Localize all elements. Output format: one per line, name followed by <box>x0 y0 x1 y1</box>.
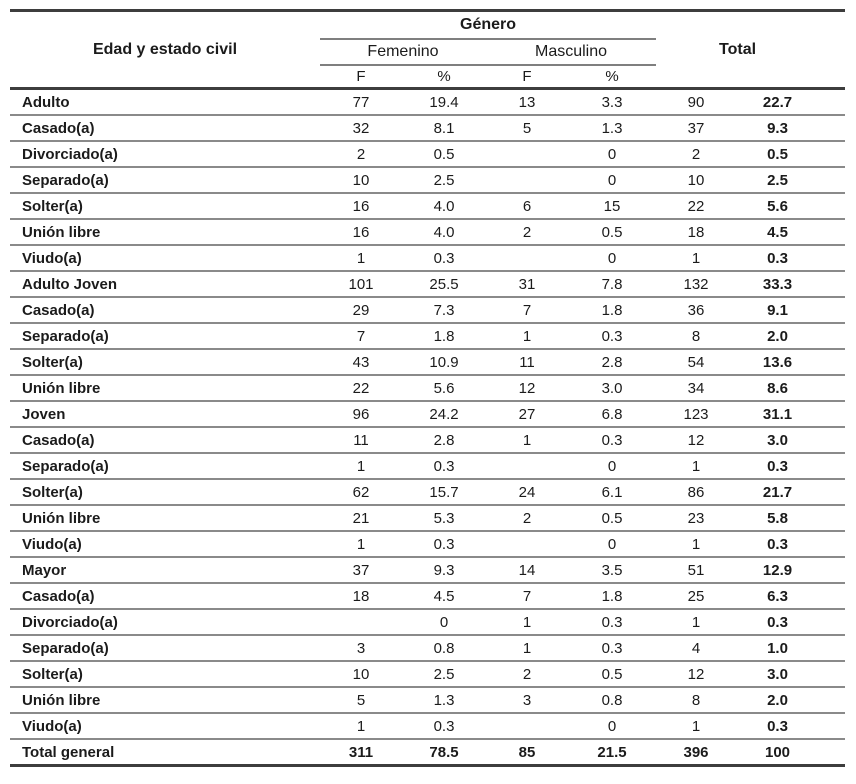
cell-value: 5.8 <box>736 505 845 531</box>
cell-value: 1.8 <box>568 583 656 609</box>
table-row <box>10 89 845 116</box>
cell-value: 51 <box>656 557 736 583</box>
cell-value: 5 <box>486 115 568 141</box>
cell-value: 2 <box>656 141 736 167</box>
table-row <box>10 271 845 297</box>
cell-value: 5.3 <box>402 505 486 531</box>
cell-value: 16 <box>320 193 402 219</box>
cell-value: 1 <box>486 635 568 661</box>
table-row <box>10 713 845 739</box>
cell-value: 10 <box>656 167 736 193</box>
row-label: Separado(a) <box>10 635 320 661</box>
cell-value: 10.9 <box>402 349 486 375</box>
cell-value: 6.1 <box>568 479 656 505</box>
table-row <box>10 531 845 557</box>
measure-header-masculino-pct: % <box>568 65 656 89</box>
cell-value: 132 <box>656 271 736 297</box>
cell-value: 31.1 <box>736 401 845 427</box>
cell-value: 13 <box>486 89 568 116</box>
cell-value: 12 <box>656 661 736 687</box>
cell-value: 10 <box>320 167 402 193</box>
cell-value <box>486 531 568 557</box>
row-label: Unión libre <box>10 505 320 531</box>
cell-value: 4.5 <box>736 219 845 245</box>
cell-value: 2.8 <box>402 427 486 453</box>
cell-value: 4.0 <box>402 193 486 219</box>
table-row <box>10 479 845 505</box>
cell-value: 16 <box>320 219 402 245</box>
cell-value: 0.5 <box>736 141 845 167</box>
cell-value: 0.3 <box>736 713 845 739</box>
cell-value: 24 <box>486 479 568 505</box>
table-row <box>10 349 845 375</box>
table-row <box>10 375 845 401</box>
row-label: Unión libre <box>10 687 320 713</box>
cell-value: 2 <box>486 219 568 245</box>
row-label: Mayor <box>10 557 320 583</box>
cell-value: 86 <box>656 479 736 505</box>
measure-header-femenino-pct: % <box>402 65 486 89</box>
subgroup-header-masculino: Masculino <box>486 39 656 65</box>
cell-value: 27 <box>486 401 568 427</box>
table-row <box>10 401 845 427</box>
cell-value: 3.0 <box>736 661 845 687</box>
cell-value: 37 <box>320 557 402 583</box>
table-row <box>10 141 845 167</box>
cell-value: 311 <box>320 739 402 766</box>
cell-value: 0.3 <box>568 635 656 661</box>
cell-value: 1 <box>320 531 402 557</box>
cell-value: 25.5 <box>402 271 486 297</box>
row-label: Separado(a) <box>10 167 320 193</box>
table-row <box>10 427 845 453</box>
cell-value: 1 <box>320 453 402 479</box>
cell-value: 78.5 <box>402 739 486 766</box>
measure-header-femenino-f: F <box>320 65 402 89</box>
cell-value: 15.7 <box>402 479 486 505</box>
cell-value: 3.0 <box>568 375 656 401</box>
cell-value: 10 <box>320 661 402 687</box>
cell-value: 85 <box>486 739 568 766</box>
subgroup-header-femenino: Femenino <box>320 39 486 65</box>
cell-value: 9.3 <box>736 115 845 141</box>
row-label: Casado(a) <box>10 297 320 323</box>
table-row <box>10 557 845 583</box>
row-label: Divorciado(a) <box>10 141 320 167</box>
cell-value: 0.3 <box>402 245 486 271</box>
cell-value: 0.3 <box>736 245 845 271</box>
cell-value: 0.3 <box>736 453 845 479</box>
cell-value: 0.3 <box>568 427 656 453</box>
cell-value: 101 <box>320 271 402 297</box>
cell-value: 36 <box>656 297 736 323</box>
cell-value <box>320 609 402 635</box>
table-row <box>10 635 845 661</box>
cell-value: 2.0 <box>736 687 845 713</box>
row-label: Adulto Joven <box>10 271 320 297</box>
table-row <box>10 323 845 349</box>
cell-value <box>486 713 568 739</box>
cell-value: 1.3 <box>568 115 656 141</box>
cell-value: 0 <box>568 245 656 271</box>
cell-value: 0.8 <box>402 635 486 661</box>
cell-value: 8.6 <box>736 375 845 401</box>
cell-value: 2.0 <box>736 323 845 349</box>
cell-value: 0.5 <box>568 505 656 531</box>
cell-value: 11 <box>320 427 402 453</box>
table-row <box>10 297 845 323</box>
table-row <box>10 687 845 713</box>
cell-value: 0.3 <box>402 713 486 739</box>
cell-value: 6.8 <box>568 401 656 427</box>
cell-value: 96 <box>320 401 402 427</box>
cell-value <box>486 453 568 479</box>
cell-value: 0.5 <box>568 219 656 245</box>
cell-value: 54 <box>656 349 736 375</box>
group-header-genero: Género <box>320 11 656 40</box>
cell-value: 0.3 <box>736 531 845 557</box>
cell-value: 0 <box>568 167 656 193</box>
cell-value: 2.5 <box>736 167 845 193</box>
cell-value: 21.5 <box>568 739 656 766</box>
cell-value: 2.8 <box>568 349 656 375</box>
cell-value: 1 <box>656 713 736 739</box>
cell-value: 2 <box>320 141 402 167</box>
cell-value: 0.3 <box>402 531 486 557</box>
cell-value: 21 <box>320 505 402 531</box>
row-label: Solter(a) <box>10 349 320 375</box>
cell-value: 0.3 <box>402 453 486 479</box>
cell-value: 6 <box>486 193 568 219</box>
total-column-header: Total <box>656 11 845 89</box>
cell-value: 12 <box>486 375 568 401</box>
cell-value: 8 <box>656 323 736 349</box>
row-label: Unión libre <box>10 375 320 401</box>
table-header <box>10 11 845 89</box>
cell-value: 32 <box>320 115 402 141</box>
cell-value: 43 <box>320 349 402 375</box>
cell-value: 24.2 <box>402 401 486 427</box>
row-label: Joven <box>10 401 320 427</box>
measure-header-masculino-f: F <box>486 65 568 89</box>
corner-header-edad-estado-civil: Edad y estado civil <box>10 11 320 89</box>
cell-value: 1 <box>320 713 402 739</box>
row-label: Separado(a) <box>10 453 320 479</box>
table-row <box>10 453 845 479</box>
cell-value: 1 <box>486 427 568 453</box>
row-label: Solter(a) <box>10 193 320 219</box>
row-label: Unión libre <box>10 219 320 245</box>
cell-value: 1 <box>486 323 568 349</box>
cell-value: 1.8 <box>568 297 656 323</box>
cell-value: 4.0 <box>402 219 486 245</box>
cell-value: 7.8 <box>568 271 656 297</box>
cell-value: 14 <box>486 557 568 583</box>
cell-value: 0 <box>568 531 656 557</box>
cell-value: 21.7 <box>736 479 845 505</box>
row-label: Solter(a) <box>10 479 320 505</box>
cell-value: 0.3 <box>568 609 656 635</box>
cell-value: 2.5 <box>402 661 486 687</box>
cell-value: 3.5 <box>568 557 656 583</box>
row-label: Viudo(a) <box>10 713 320 739</box>
cell-value: 8 <box>656 687 736 713</box>
cell-value: 7.3 <box>402 297 486 323</box>
table-row <box>10 193 845 219</box>
cell-value: 12.9 <box>736 557 845 583</box>
cell-value: 1.3 <box>402 687 486 713</box>
cell-value: 25 <box>656 583 736 609</box>
cell-value <box>486 167 568 193</box>
cell-value: 3.3 <box>568 89 656 116</box>
cell-value: 77 <box>320 89 402 116</box>
cell-value: 9.1 <box>736 297 845 323</box>
cell-value: 22 <box>320 375 402 401</box>
cell-value: 1 <box>656 245 736 271</box>
table-row <box>10 609 845 635</box>
cell-value: 7 <box>486 297 568 323</box>
table-row <box>10 115 845 141</box>
row-label: Viudo(a) <box>10 531 320 557</box>
cell-value: 1 <box>656 609 736 635</box>
cell-value: 34 <box>656 375 736 401</box>
cell-value: 0.8 <box>568 687 656 713</box>
cell-value: 2 <box>486 505 568 531</box>
cell-value: 7 <box>320 323 402 349</box>
cell-value: 0 <box>568 141 656 167</box>
cell-value: 5.6 <box>736 193 845 219</box>
table-row <box>10 245 845 271</box>
cell-value: 0 <box>402 609 486 635</box>
cell-value: 90 <box>656 89 736 116</box>
cell-value: 19.4 <box>402 89 486 116</box>
row-label: Casado(a) <box>10 115 320 141</box>
row-label: Separado(a) <box>10 323 320 349</box>
cell-value: 5 <box>320 687 402 713</box>
row-label: Adulto <box>10 89 320 116</box>
row-label: Total general <box>10 739 320 766</box>
cell-value: 1.8 <box>402 323 486 349</box>
cell-value: 1 <box>656 453 736 479</box>
row-label: Casado(a) <box>10 427 320 453</box>
cell-value: 1 <box>656 531 736 557</box>
cell-value: 37 <box>656 115 736 141</box>
cell-value: 22.7 <box>736 89 845 116</box>
cell-value <box>486 141 568 167</box>
cell-value: 29 <box>320 297 402 323</box>
cell-value: 100 <box>736 739 845 766</box>
cell-value: 15 <box>568 193 656 219</box>
total-row <box>10 739 845 766</box>
cell-value: 31 <box>486 271 568 297</box>
cell-value: 3.0 <box>736 427 845 453</box>
table-row <box>10 583 845 609</box>
row-label: Viudo(a) <box>10 245 320 271</box>
cell-value: 8.1 <box>402 115 486 141</box>
cell-value: 22 <box>656 193 736 219</box>
age-marital-status-gender-table <box>10 9 845 767</box>
row-label: Casado(a) <box>10 583 320 609</box>
cell-value: 4.5 <box>402 583 486 609</box>
cell-value: 1.0 <box>736 635 845 661</box>
cell-value: 396 <box>656 739 736 766</box>
cell-value: 0.5 <box>568 661 656 687</box>
cell-value: 2.5 <box>402 167 486 193</box>
cell-value: 23 <box>656 505 736 531</box>
cell-value: 9.3 <box>402 557 486 583</box>
cell-value <box>486 245 568 271</box>
cell-value: 2 <box>486 661 568 687</box>
cell-value: 0 <box>568 453 656 479</box>
header-row-group <box>10 11 845 40</box>
cell-value: 1 <box>320 245 402 271</box>
cell-value: 0 <box>568 713 656 739</box>
cell-value: 18 <box>320 583 402 609</box>
cell-value: 62 <box>320 479 402 505</box>
statistics-table-container <box>10 9 845 767</box>
cell-value: 0.5 <box>402 141 486 167</box>
table-row <box>10 505 845 531</box>
cell-value: 6.3 <box>736 583 845 609</box>
cell-value: 5.6 <box>402 375 486 401</box>
cell-value: 11 <box>486 349 568 375</box>
row-label: Divorciado(a) <box>10 609 320 635</box>
cell-value: 1 <box>486 609 568 635</box>
cell-value: 123 <box>656 401 736 427</box>
cell-value: 7 <box>486 583 568 609</box>
cell-value: 33.3 <box>736 271 845 297</box>
cell-value: 3 <box>320 635 402 661</box>
cell-value: 18 <box>656 219 736 245</box>
cell-value: 3 <box>486 687 568 713</box>
cell-value: 13.6 <box>736 349 845 375</box>
table-row <box>10 661 845 687</box>
cell-value: 4 <box>656 635 736 661</box>
cell-value: 12 <box>656 427 736 453</box>
cell-value: 0.3 <box>568 323 656 349</box>
table-row <box>10 167 845 193</box>
cell-value: 0.3 <box>736 609 845 635</box>
table-row <box>10 219 845 245</box>
row-label: Solter(a) <box>10 661 320 687</box>
table-body <box>10 89 845 766</box>
